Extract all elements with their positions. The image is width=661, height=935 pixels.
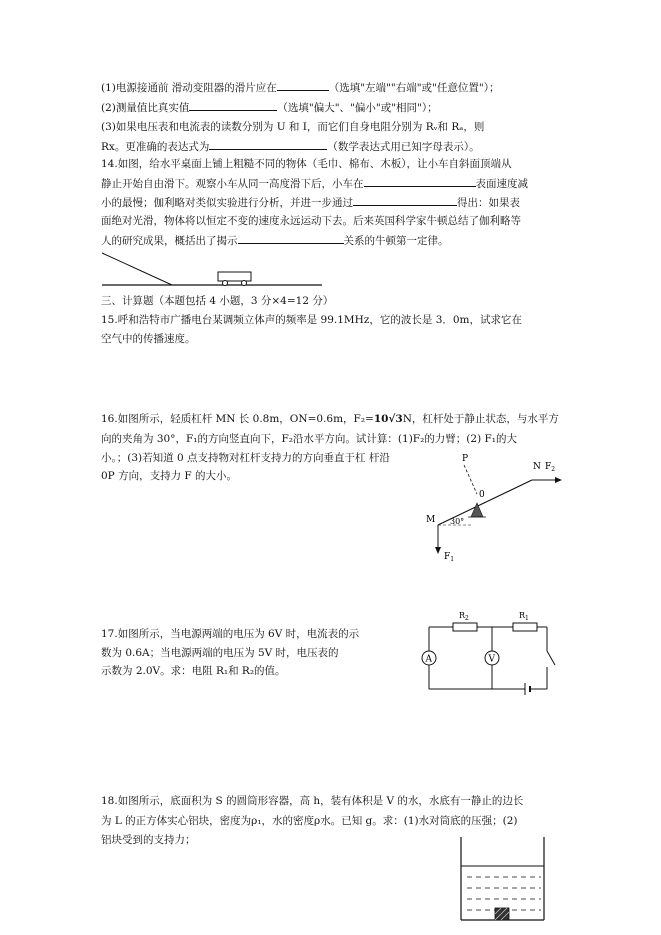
q15-line2: 空气中的传播速度。 [101, 333, 196, 345]
q16-line1: 16.如图所示，轻质杠杆 MN 长 0.8m，ON=0.6m，F₂=10√3N，杠杆处于静止状态，与水平方 [101, 413, 559, 425]
label-p: P [462, 454, 469, 464]
support-direction-op [464, 465, 477, 494]
answer-blank [277, 80, 329, 91]
q13-part1: (1)电源接通前 滑动变阻器的滑片应在 （选填"左端""右端"或"任意位置"）； [101, 82, 500, 94]
label-m: M [426, 515, 436, 525]
label-f1: $F_1$ [444, 552, 455, 563]
label-angle-30: 30° [450, 517, 465, 526]
q18-line3: 铝块受到的支持力； [101, 834, 196, 846]
q16-line4: 0P 方向，支持力 F 的大小。 [101, 470, 238, 482]
label-o: 0 [479, 490, 485, 500]
answer-blank [209, 139, 327, 150]
q16-line3: 小。；(3)若知道 0 点支持物对杠杆支持力的方向垂直于杠 杆沿 [101, 452, 390, 464]
ramp-cart-figure [100, 250, 325, 292]
q14-line5: 人的研究成果，概括出了揭示 关系的牛顿第一定律。 [101, 235, 449, 247]
q16-line2: 向的夹角为 30°，F₁的方向竖直向下，F₂沿水平方向。试计算：(1)F₂的力臂；(2) F₁的大 [101, 433, 518, 445]
answer-blank [238, 233, 344, 244]
q13-part3: (3)如果电压表和电流表的读数分别为 U 和 I，而它们自身电阻分别为 Rᵥ和 Rₐ，则 [101, 121, 485, 133]
section3-heading: 三、计算题（本题包括 4 小题，3 分×4=12 分） [101, 295, 334, 307]
q15-line1: 15.呼和浩特市广播电台某调频立体声的频率是 99.1MHz，它的波长是 3．0m，试求它在 [101, 314, 523, 326]
answer-blank [364, 176, 476, 187]
cart-wheel [223, 281, 228, 286]
voltmeter-label: V [488, 654, 495, 665]
resistor-r1 [513, 623, 537, 631]
q17-line1: 17.如图所示，当电源两端的电压为 6V 时，电流表的示 [101, 628, 360, 640]
q14-line3: 小的最慢；伽利略对类似实验进行分析，并进一步通过 得出：如果表 [101, 197, 520, 209]
answer-blank [353, 195, 457, 206]
q14-line4: 面绝对光滑，物体将以恒定不变的速度永远运动下去。后来英国科学家牛顿总结了伽利略等 [101, 215, 521, 227]
circuit-figure [415, 605, 565, 695]
force-f2-arrowhead [555, 477, 562, 483]
pivot-support [471, 503, 483, 517]
container-figure [455, 834, 551, 926]
q13-part2: (2)测量值比真实值 （选填"偏大"、"偏小"或"相同"）； [101, 102, 438, 114]
switch-blade [547, 651, 555, 665]
q14-line2: 静止开始自由滑下。观察小车从同一高度滑下后，小车在 表面速度减 [101, 178, 528, 190]
q18-line2: 为 L 的正方体实心铝块，密度为ρ₁，水的密度ρ水。已知 g。求：(1)水对筒底的压强；(2) [101, 815, 518, 827]
resistor-r2 [453, 623, 477, 631]
q14-line1: 14.如图，给水平桌面上铺上粗糙不同的物体（毛巾、棉布、木板），让小车自斜面顶端从 [101, 158, 512, 170]
label-r1: $R_1$ [519, 611, 529, 622]
q17-line3: 示数为 2.0V。求：电阻 R₁和 R₂的值。 [101, 665, 286, 677]
lever-figure [420, 445, 570, 565]
cart-body [218, 272, 251, 281]
force-f1-arrowhead [435, 547, 441, 554]
q18-line1: 18.如图所示，底面积为 S 的圆筒形容器，高 h，装有体积是 V 的水，水底有一静止的边长 [101, 795, 524, 807]
label-r2: $R_2$ [459, 611, 469, 622]
label-f2: $F_2$ [545, 462, 556, 473]
ammeter-label: A [425, 654, 432, 665]
q13-part3-cont: Rx。更准确的表达式为 （数学表达式用已知字母表示）。 [101, 141, 480, 153]
f2-value: 10√3 [373, 413, 403, 425]
label-n: N [533, 462, 541, 472]
answer-blank [189, 100, 277, 111]
cart-wheel [242, 281, 247, 286]
q17-line2: 数为 0.6A；当电源两端的电压为 5V 时，电压表的 [101, 647, 339, 659]
ramp-incline [102, 253, 172, 285]
